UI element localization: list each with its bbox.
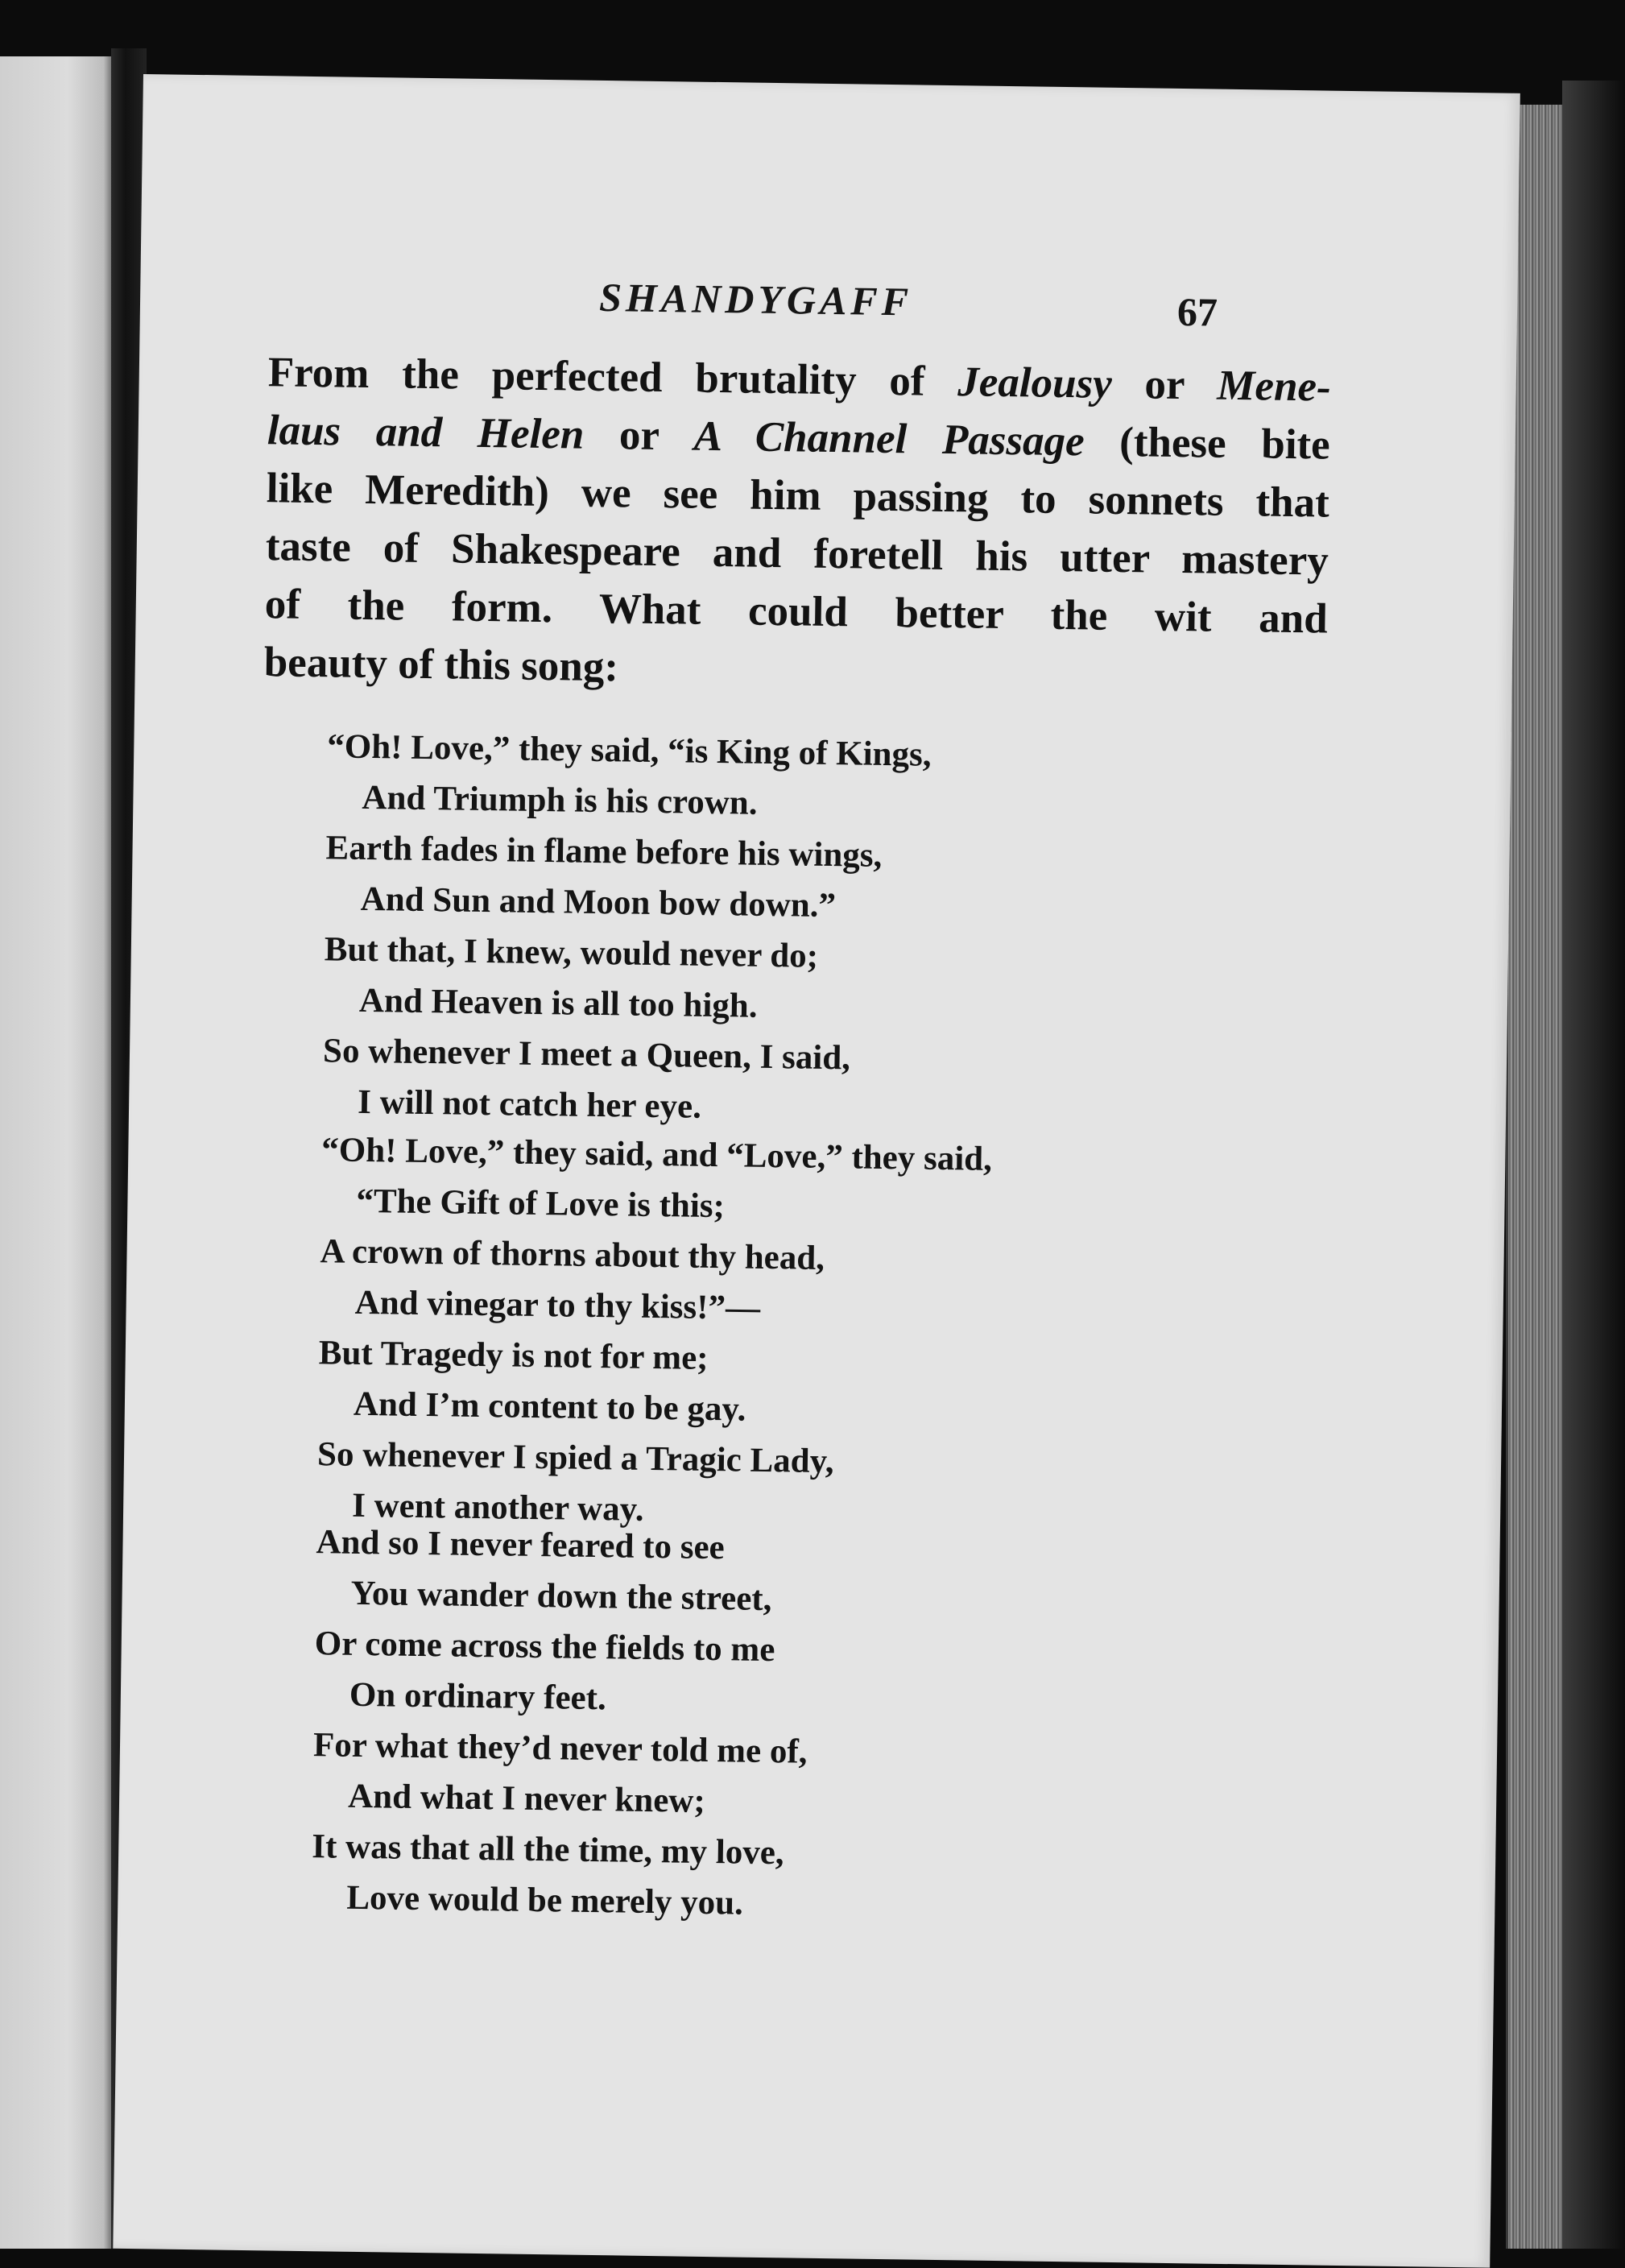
verse-line: But that, I knew, would never do; xyxy=(324,930,819,975)
verse-line: Earth fades in flame before his wings, xyxy=(325,829,883,875)
prose-line: of the form. What could better the wit and xyxy=(264,581,1329,643)
prose-line: laus and Helen or A Channel Passage (these bite xyxy=(267,407,1331,469)
edge-shadow xyxy=(1562,81,1625,2249)
running-head: SHANDYGAFF xyxy=(598,274,913,325)
verse-line: And so I never feared to see xyxy=(316,1523,726,1567)
verse-line: “Oh! Love,” they said, and “Love,” they said, xyxy=(321,1131,993,1178)
verse-line: And I’m content to be gay. xyxy=(353,1384,746,1429)
verse-line: “Oh! Love,” they said, “is King of Kings, xyxy=(327,727,932,774)
verse-line: And Sun and Moon bow down.” xyxy=(360,879,837,925)
verse-line: Or come across the fields to me xyxy=(314,1624,775,1670)
book-page xyxy=(113,74,1520,2268)
verse-line: Love would be merely you. xyxy=(346,1878,744,1922)
poem-stanza xyxy=(316,1124,1288,1544)
verse-line: And Heaven is all too high. xyxy=(358,981,758,1025)
verse-line: I will not catch her eye. xyxy=(357,1082,702,1126)
poem-stanza xyxy=(311,1517,1283,1936)
poem-stanza xyxy=(322,721,1294,1140)
facing-page-edge xyxy=(0,56,113,2249)
verse-line: So whenever I spied a Tragic Lady, xyxy=(316,1435,834,1481)
verse-line: But Tragedy is not for me; xyxy=(318,1334,709,1377)
verse-line: So whenever I meet a Queen, I said, xyxy=(322,1032,851,1078)
page-number: 67 xyxy=(1176,288,1218,335)
verse-line: You wander down the street, xyxy=(350,1574,772,1619)
verse-line: A crown of thorns about thy head, xyxy=(320,1232,825,1277)
prose-paragraph xyxy=(263,343,1331,706)
verse-line: And vinegar to thy kiss!”— xyxy=(354,1283,761,1327)
verse-line: It was that all the time, my love, xyxy=(311,1827,784,1873)
verse-line: For what they’d never told me of, xyxy=(312,1726,808,1771)
prose-line: taste of Shakespeare and foretell his utter mastery xyxy=(265,523,1329,585)
verse-line: On ordinary feet. xyxy=(349,1675,607,1718)
verse-line: I went another way. xyxy=(351,1486,644,1529)
prose-line: like Meredith) we see him passing to sonnets that xyxy=(266,465,1330,527)
verse-line: “The Gift of Love is this; xyxy=(356,1182,726,1226)
verse-line: And Triumph is his crown. xyxy=(362,778,758,822)
verse-line: And what I never knew; xyxy=(347,1777,706,1820)
prose-line: From the perfected brutality of Jealousy or Mene- xyxy=(267,349,1332,411)
prose-line: beauty of this song: xyxy=(263,639,619,691)
